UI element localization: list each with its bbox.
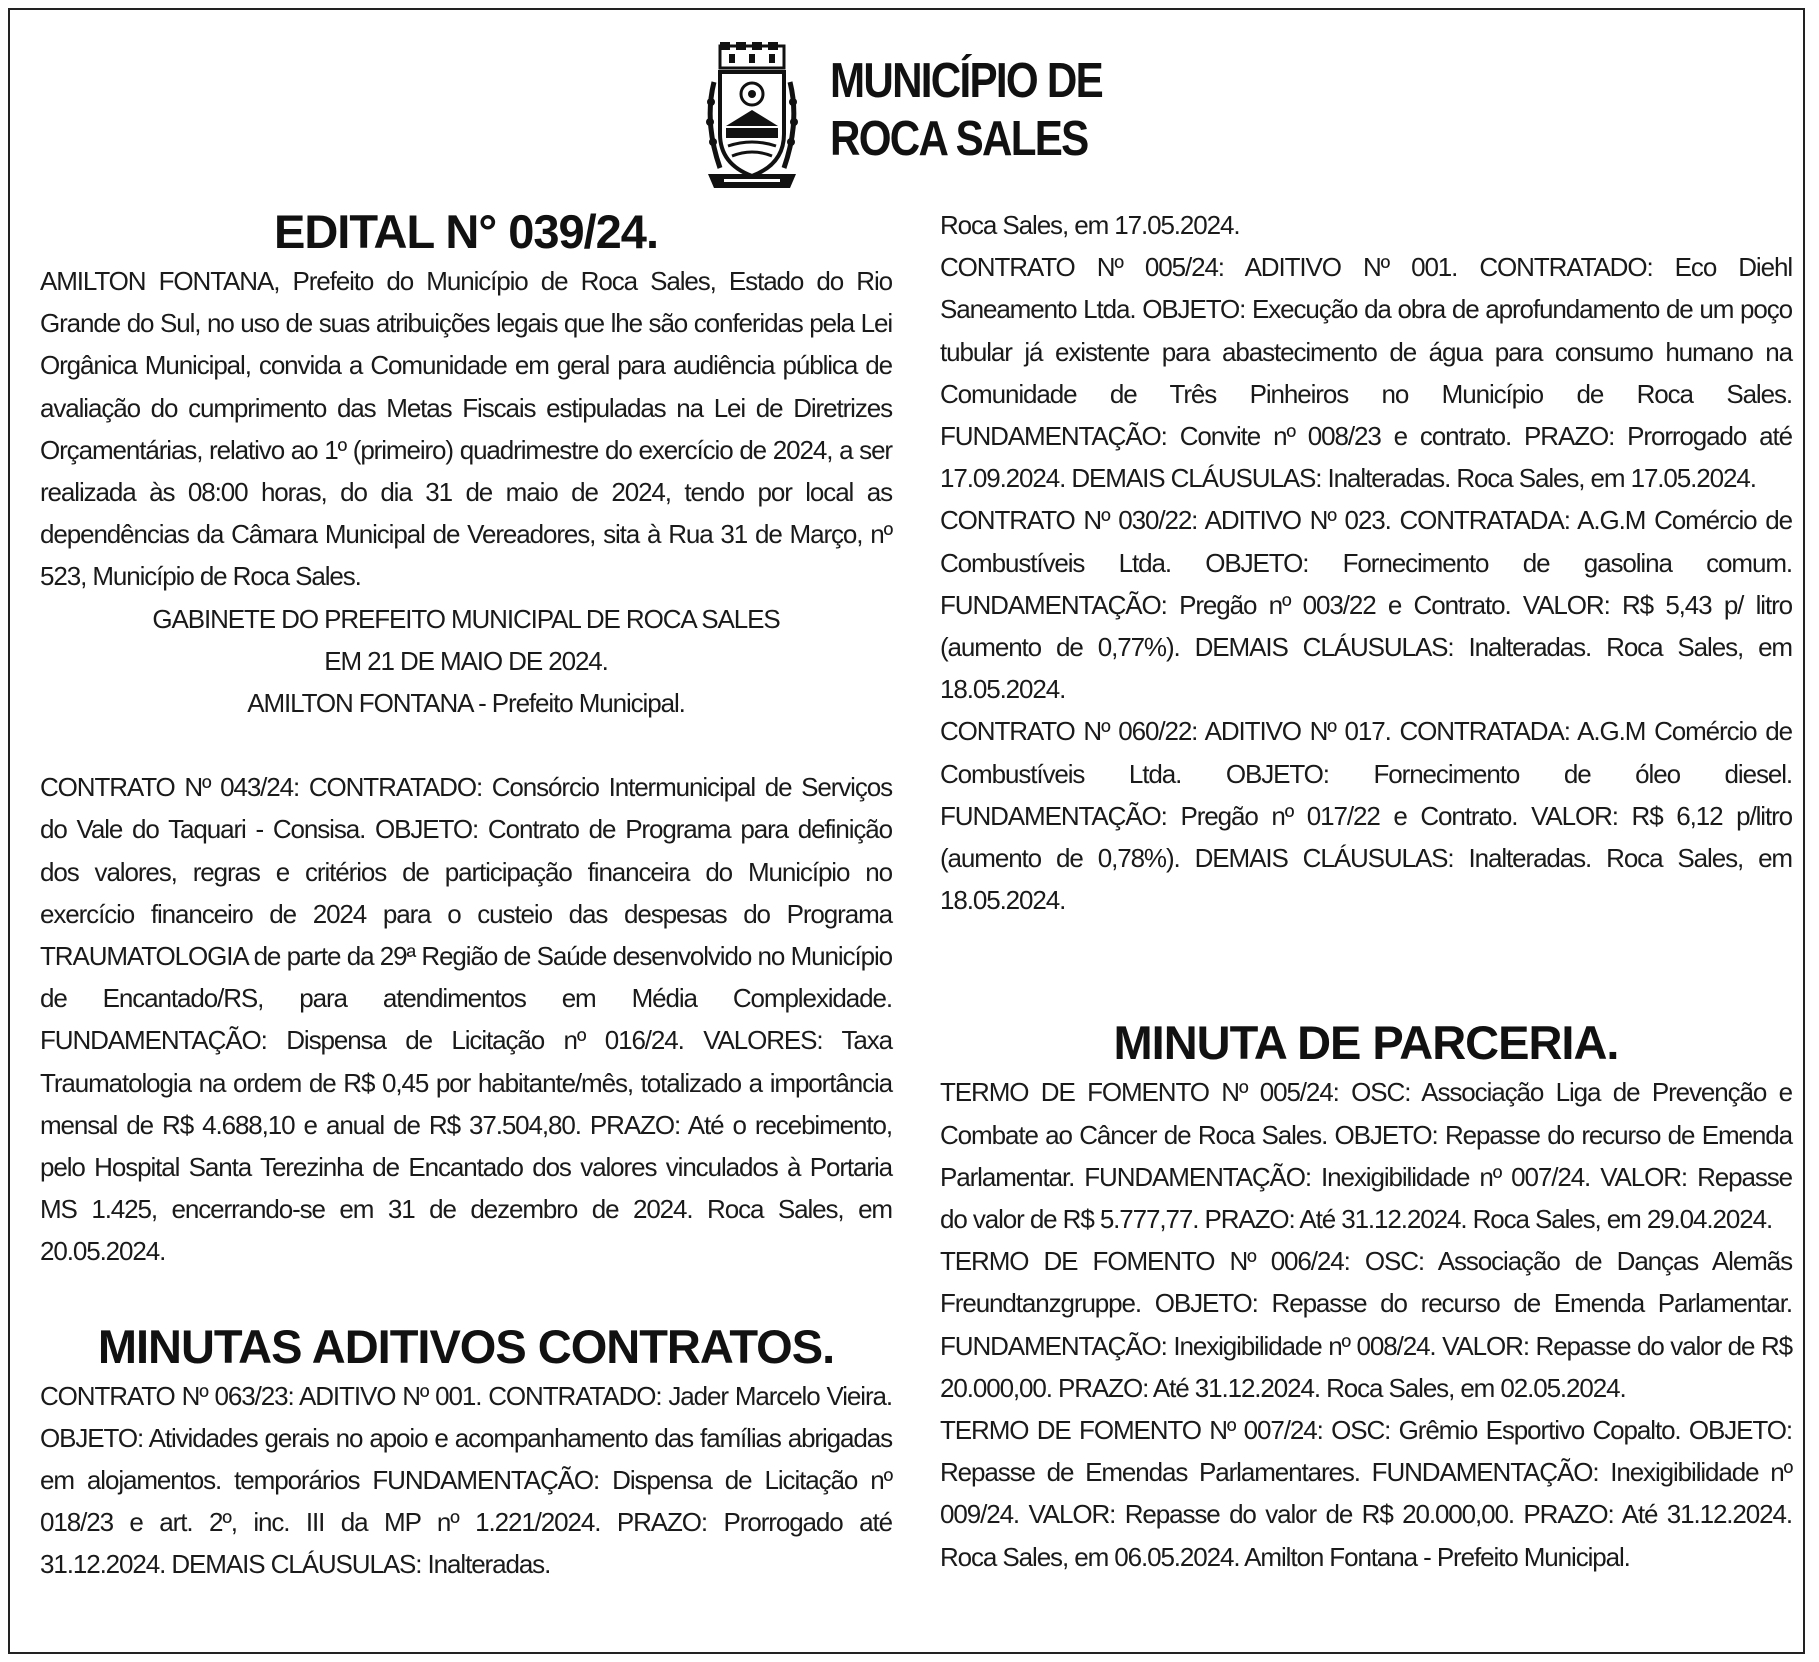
contrato-005-text: CONTRATO Nº 005/24: ADITIVO Nº 001. CONTRATADO: Eco Diehl Saneamento Ltda. OBJETO: Execução da obra de aprofundamento de um poço tubular já existente para abastecimento de água para consumo humano na Comunidade de Três Pinheiros no Município de Roca Sales. FUNDAMENTAÇÃO: Convite nº 008/23 e contrato. PRAZO: Prorrogado até 17.09.2024. DEMAIS CLÁUSULAS: Inalteradas. Roca Sales, em 17.05.2024. [940,252,1792,494]
parceria-heading: MINUTA DE PARCERIA. [1113,1016,1619,1070]
contrato-060-text: CONTRATO Nº 060/22: ADITIVO Nº 017. CONTRATADA: A.G.M Comércio de Combustíveis Ltda. OBJETO: Fornecimento de óleo diesel. FUNDAMENTAÇÃO: Pregão nº 017/22 e Contrato. VALOR: R$ 6,12 p/litro (aumento de 0,78%). DEMAIS CLÁUSULAS: Inalteradas. Roca Sales, em 18.05.2024. [940,716,1792,916]
signature-line-3: AMILTON FONTANA - Prefeito Municipal. [247,688,685,719]
contrato-063-tail: Roca Sales, em 17.05.2024. [940,210,1240,240]
contrato-030-text: CONTRATO Nº 030/22: ADITIVO Nº 023. CONTRATADA: A.G.M Comércio de Combustíveis Ltda. OBJETO: Fornecimento de gasolina comum. FUNDAMENTAÇÃO: Pregão nº 003/22 e Contrato. VALOR: R$ 5,43 p/ litro (aumento de 0,77%). DEMAIS CLÁUSULAS: Inalteradas. Roca Sales, em 18.05.2024. [940,505,1792,705]
newspaper-notice-page [8,8,1805,1654]
edital-heading: EDITAL N° 039/24. [273,205,659,258]
termo-005-text: TERMO DE FOMENTO Nº 005/24: OSC: Associação Liga de Prevenção e Combate ao Câncer de Roca Sales. OBJETO: Repasse do recurso de Emenda Parlamentar. FUNDAMENTAÇÃO: Inexigibilidade nº 007/24. VALOR: Repasse do valor de R$ 5.777,77. PRAZO: Até 31.12.2024. Roca Sales, em 29.04.2024. [940,1077,1792,1235]
spacer [40,724,892,766]
aditivos-heading: MINUTAS ADITIVOS CONTRATOS. [97,1319,835,1373]
left-column [40,204,892,1586]
termo-007-text: TERMO DE FOMENTO Nº 007/24: OSC: Grêmio Esportivo Copalto. OBJETO: Repasse de Emendas Parlamentares. FUNDAMENTAÇÃO: Inexigibilidade nº 009/24. VALOR: Repasse do valor de R$ 20.000,00. PRAZO: Até 31.12.2024. Roca Sales, em 06.05.2024. Amilton Fontana - Prefeito Municipal. [940,1415,1792,1572]
page-title [830,52,1102,168]
termo-006-text: TERMO DE FOMENTO Nº 006/24: OSC: Associação de Danças Alemãs Freundtanzgruppe. OBJETO: Repasse do recurso de Emenda Parlamentar. FUNDAMENTAÇÃO: Inexigibilidade nº 008/24. VALOR: Repasse do valor de R$ 20.000,00. PRAZO: Até 31.12.2024. Roca Sales, em 02.05.2024. [940,1246,1792,1403]
spacer [40,1273,892,1319]
masthead [10,34,1803,204]
title-line-2: ROCA SALES [830,112,1088,166]
contrato-043-text: CONTRATO Nº 043/24: CONTRATADO: Consórcio Intermunicipal de Serviços do Vale do Taquari - Consisa. OBJETO: Contrato de Programa para definição dos valores, regras e critérios de participação financeira do Município no exercício financeiro de 2024 para o custeio das despesas do Programa TRAUMATOLOGIA de parte da 29ª Região de Saúde desenvolvido no Município de Encantado/RS, para atendimentos em Média Complexidade. FUNDAMENTAÇÃO: Dispensa de Licitação nº 016/24. VALORES: Taxa Traumatologia na ordem de R$ 0,45 por habitante/mês, totalizado a importância mensal de R$ 4.688,10 e anual de R$ 37.504,80. PRAZO: Até o recebimento, pelo Hospital Santa Terezinha de Encantado dos valores vinculados à Portaria MS 1.425, encerrando-se em 31 de dezembro de 2024. Roca Sales, em 20.05.2024. [40,772,892,1267]
right-column [940,204,1792,1578]
edital-body: AMILTON FONTANA, Prefeito do Município de Roca Sales, Estado do Rio Grande do Sul, no uso de suas atribuições legais que lhe são conferidas pela Lei Orgânica Municipal, convida a Comunidade em geral para audiência pública de avaliação do cumprimento das Metas Fiscais estipuladas na Lei de Diretrizes Orçamentárias, relativo ao 1º (primeiro) quadrimestre do exercício de 2024, a ser realizada às 08:00 horas, do dia 31 de maio de 2024, tendo por local as dependências da Câmara Municipal de Vereadores, sita à Rua 31 de Março, nº 523, Município de Roca Sales. [40,266,892,592]
title-line-1: MUNICÍPIO DE [830,54,1103,108]
signature-line-1: GABINETE DO PREFEITO MUNICIPAL DE ROCA SALES [152,603,780,634]
spacer [940,921,1792,1015]
municipal-coat-of-arms-icon [702,42,802,196]
signature-line-2: EM 21 DE MAIO DE 2024. [324,645,608,676]
contrato-063-text: CONTRATO Nº 063/23: ADITIVO Nº 001. CONTRATADO: Jader Marcelo Vieira. OBJETO: Atividades gerais no apoio e acompanhamento das famílias abrigadas em alojamentos. temporários FUNDAMENTAÇÃO: Dispensa de Licitação nº 018/23 e art. 2º, inc. III da MP nº 1.221/2024. PRAZO: Prorrogado até 31.12.2024. DEMAIS CLÁUSULAS: Inalteradas. [40,1380,892,1580]
